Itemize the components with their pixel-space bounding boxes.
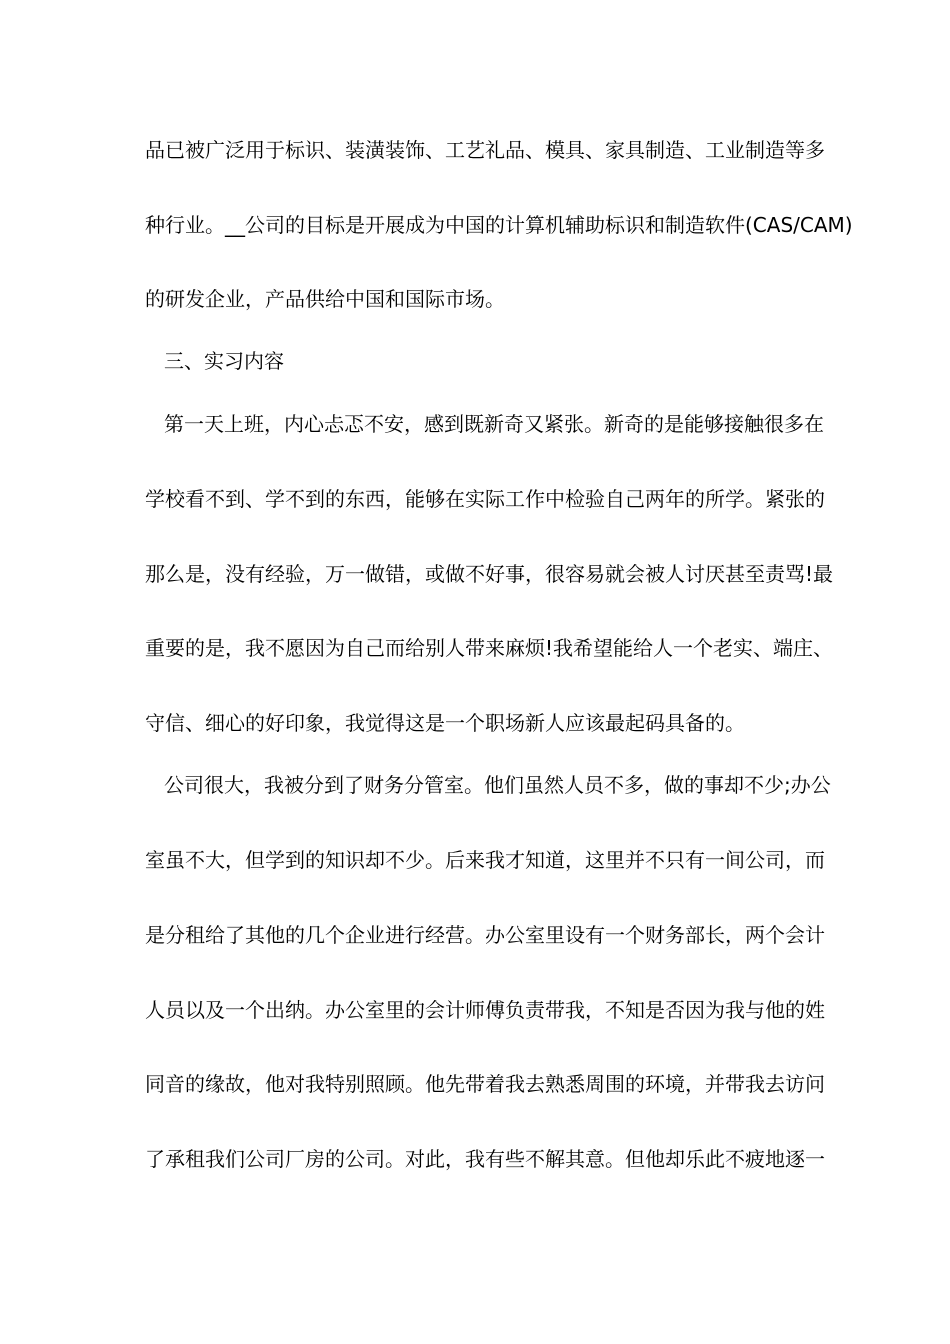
text-line-11: 室虽不大，但学到的知识却不少。后来我才知道，这里并不只有一间公司，而 — [145, 848, 825, 872]
text-line-15: 了承租我们公司厂房的公司。对此，我有些不解其意。但他却乐此不疲地逐一 — [145, 1147, 825, 1171]
text-line-3: 的研发企业，产品供给中国和国际市场。 — [145, 287, 505, 311]
text-line-6: 学校看不到、学不到的东西，能够在实际工作中检验自己两年的所学。紧张的 — [145, 487, 825, 511]
text-line-14: 同音的缘故，他对我特别照顾。他先带着我去熟悉周围的环境，并带我去访问 — [145, 1072, 825, 1096]
text-line-13: 人员以及一个出纳。办公室里的会计师傅负责带我，不知是否因为我与他的姓 — [145, 998, 825, 1022]
text-line-10: 公司很大，我被分到了财务分管室。他们虽然人员不多，做的事却不少;办公 — [164, 773, 831, 797]
text-line-5: 第一天上班，内心忐忑不安，感到既新奇又紧张。新奇的是能够接触很多在 — [164, 412, 824, 436]
section-heading: 三、实习内容 — [164, 349, 284, 373]
text-line-8: 重要的是，我不愿因为自己而给别人带来麻烦!我希望能给人一个老实、端庄、 — [145, 636, 834, 660]
text-line-7: 那么是，没有经验，万一做错，或做不好事，很容易就会被人讨厌甚至责骂!最 — [145, 562, 834, 586]
text-line-9: 守信、细心的好印象，我觉得这是一个职场新人应该最起码具备的。 — [145, 711, 745, 735]
text-line-1: 品已被广泛用于标识、装潢装饰、工艺礼品、模具、家具制造、工业制造等多 — [145, 138, 825, 162]
text-line-12: 是分租给了其他的几个企业进行经营。办公室里设有一个财务部长，两个会计 — [145, 923, 825, 947]
text-line-2: 种行业。__公司的目标是开展成为中国的计算机辅助标识和制造软件(CAS/CAM) — [145, 213, 853, 237]
